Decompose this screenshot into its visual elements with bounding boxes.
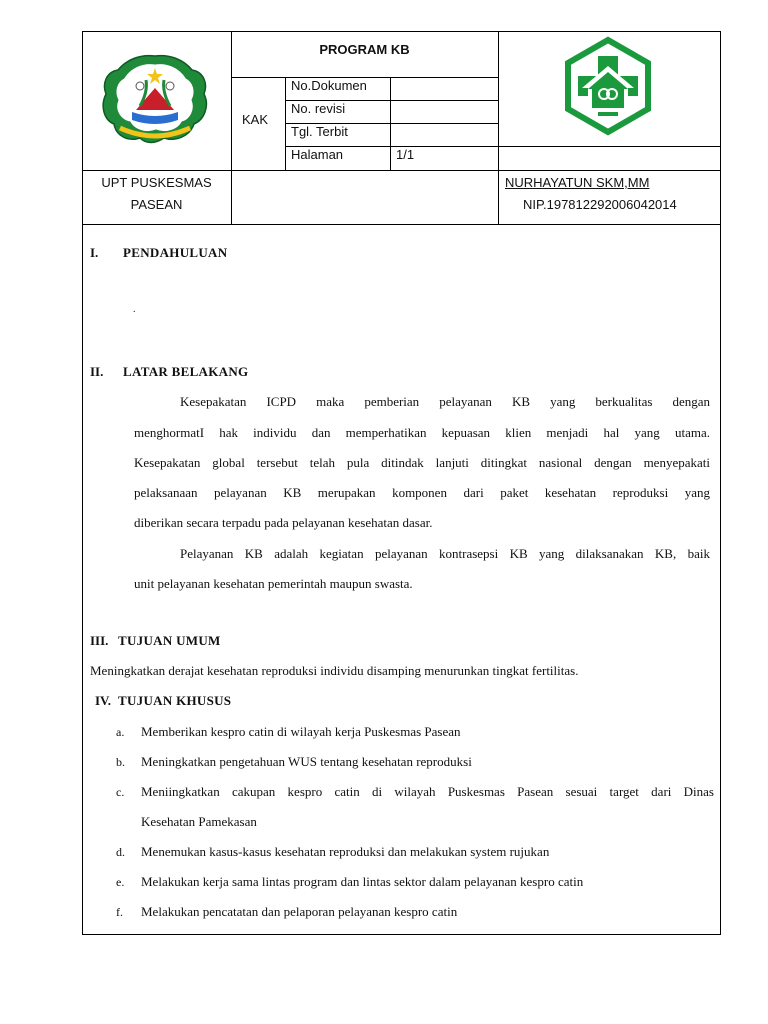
list-letter: b.	[116, 755, 125, 769]
paragraph-line: unit pelayanan kesehatan pemerintah maupun swasta.	[134, 576, 413, 591]
list-letter: d.	[116, 845, 125, 859]
list-letter: a.	[116, 725, 125, 739]
paragraph-line: menghormatI hak individu dan memperhatikan kepuasan klien menjadi hal yang utama.	[134, 425, 710, 440]
unit-name-line1: UPT PUSKESMAS	[101, 175, 212, 190]
list-item-text: Melakukan pencatatan dan pelaporan pelayanan kespro catin	[141, 904, 458, 919]
unit-name-line2: PASEAN	[130, 197, 183, 212]
paragraph-line: Kesepakatan ICPD maka pemberian pelayanan KB yang berkualitas dengan	[180, 394, 710, 409]
head-nip: NIP.197812292006042014	[523, 197, 677, 212]
list-item-text: Menemukan kasus-kasus kesehatan reproduksi dan melakukan system rujukan	[141, 844, 550, 859]
section-4-number: IV.	[95, 693, 112, 708]
paragraph-line: Pelayanan KB adalah kegiatan pelayanan kontrasepsi KB yang dilaksanakan KB, baik	[180, 546, 710, 561]
section-3-content: Meningkatkan derajat kesehatan reproduksi individu disamping menurunkan tingkat fertilitas.	[90, 663, 579, 678]
section-1-content: .	[133, 304, 136, 315]
list-item-text: Meningkatkan pengetahuan WUS tentang kesehatan reproduksi	[141, 754, 472, 769]
list-item-text: Kesehatan Pamekasan	[141, 814, 257, 829]
head-name: NURHAYATUN SKM,MM	[505, 175, 650, 190]
section-1-number: I.	[90, 245, 99, 260]
list-item-text: Melakukan kerja sama lintas program dan lintas sektor dalam pelayanan kespro catin	[141, 874, 584, 889]
paragraph-line: pelaksanaan pelayanan KB merupakan komponen dari paket kesehatan reproduksi yang	[134, 485, 710, 500]
list-letter: e.	[116, 875, 125, 889]
field-no-dokumen-label: No.Dokumen	[291, 78, 367, 93]
doc-type-label: KAK	[242, 112, 269, 127]
paragraph-line: diberikan secara terpadu pada pelayanan kesehatan dasar.	[134, 515, 433, 530]
section-1-title: PENDAHULUAN	[123, 245, 228, 260]
list-item-text: Memberikan kespro catin di wilayah kerja Puskesmas Pasean	[141, 724, 461, 739]
list-letter: c.	[116, 785, 125, 799]
field-tgl-terbit-label: Tgl. Terbit	[291, 124, 348, 139]
field-halaman-value: 1/1	[396, 147, 415, 162]
paragraph-line: Kesepakatan global tersebut telah pula ditindak lanjuti ditingkat nasional dengan menyepakati	[134, 455, 710, 470]
page-title: PROGRAM KB	[319, 42, 410, 57]
list-letter: f.	[116, 905, 123, 919]
list-item-text: Meniingkatkan cakupan kespro catin di wilayah Puskesmas Pasean sesuai target dari Dinas	[141, 784, 714, 799]
section-3-title: TUJUAN UMUM	[118, 633, 221, 648]
field-no-revisi-label: No. revisi	[291, 101, 346, 116]
section-2-title: LATAR BELAKANG	[123, 364, 249, 379]
puskesmas-logo	[558, 36, 658, 136]
section-4-title: TUJUAN KHUSUS	[118, 693, 232, 708]
field-halaman-label: Halaman	[291, 147, 344, 162]
section-3-number: III.	[90, 633, 109, 648]
section-2-number: II.	[90, 364, 104, 379]
regency-emblem-logo	[100, 50, 210, 146]
